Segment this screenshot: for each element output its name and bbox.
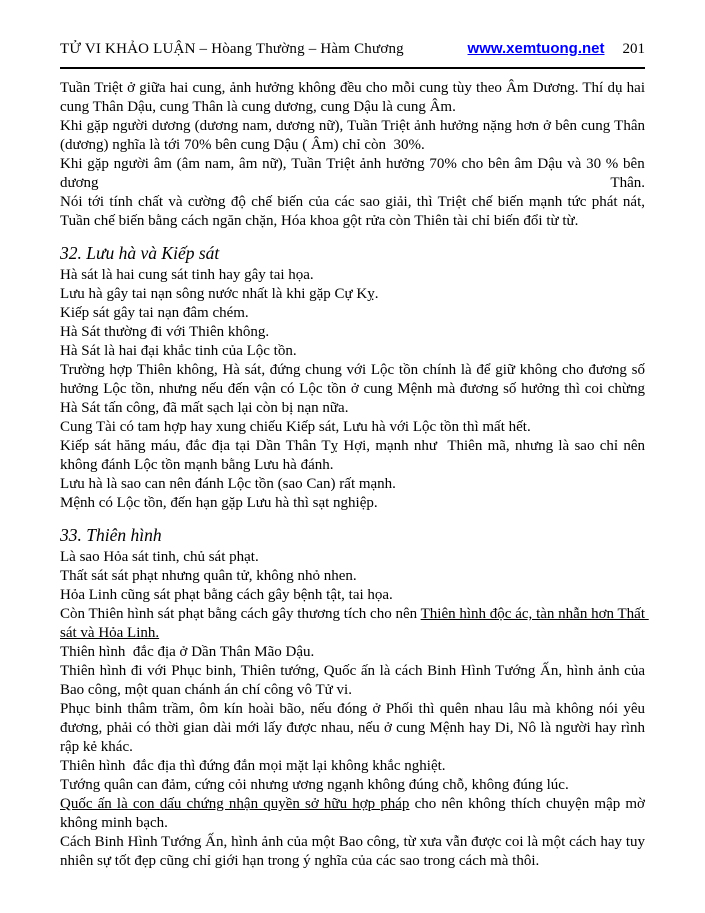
book-title: TỬ VI KHẢO LUẬN – Hòang Thường – Hàm Chương	[60, 41, 404, 57]
paragraph: Còn Thiên hình sát phạt bằng cách gây thương tích cho nên Thiên hình độc ác, tàn nhẫn hơn Thất sát và Hỏa Linh.	[60, 606, 649, 641]
paragraph: Thiên hình đi với Phục binh, Thiên tướng, Quốc ấn là cách Binh Hình Tướng Ấn, hình ảnh của Bao công, một quan chánh án chí công vô Tử vi.	[60, 663, 649, 698]
section-heading: 32. Lưu hà và Kiếp sát	[60, 243, 220, 263]
paragraph: Hà Sát thường đi với Thiên không.	[60, 324, 270, 340]
header-right-group	[468, 40, 645, 58]
paragraph: Hà sát là hai cung sát tinh hay gây tai họa.	[60, 267, 314, 283]
paragraph: Lưu hà là sao can nên đánh Lộc tồn (sao Can) rất mạnh.	[60, 476, 396, 492]
page-header	[0, 0, 705, 58]
paragraph	[60, 155, 645, 193]
section-heading: 33. Thiên hình	[60, 525, 162, 545]
paragraph: Phục binh thâm trầm, ôm kín hoài bão, nếu đóng ở Phối thì quên nhau lâu mà không nói yêu đương, phải có thời gian dài mới lấy được nhau, nếu ở cung Mệnh hay Di, Nô là người hay rình rập kẻ khác.	[60, 701, 649, 755]
paragraph: Hỏa Linh cũng sát phạt bằng cách gây bệnh tật, tai họa.	[60, 587, 393, 603]
website-link[interactable]: www.xemtuong.net	[467, 40, 605, 57]
paragraph: Trường hợp Thiên không, Hà sát, đứng chung với Lộc tồn chính là để giữ không cho đương số hưởng Lộc tồn, nhưng nếu đến vận có Lộc tồn ở cung Mệnh mà đương số hưởng thì coi chừng Hà Sát tấn công, đã mất sạch lại còn bị nạn nữa.	[60, 362, 649, 416]
paragraph: Thiên hình đắc địa ở Dần Thân Mão Dậu.	[60, 644, 315, 660]
paragraph: Tướng quân can đảm, cứng cỏi nhưng ương ngạnh không đúng chỗ, không đúng lúc.	[60, 777, 569, 793]
paragraph: Nói tới tính chất và cường độ chế biến của các sao giải, thì Triệt chế biến mạnh tức phát nát, Tuần chế biến bằng cách ngăn chặn, Hóa khoa gột rửa còn Thiên tài chỉ biến đổi từ từ.	[60, 194, 649, 229]
paragraph: Lưu hà gây tai nạn sông nước nhất là khi gặp Cự Kỵ.	[60, 286, 379, 302]
paragraph: Thất sát sát phạt nhưng quân tử, không nhỏ nhen.	[60, 568, 357, 584]
document-body	[0, 69, 705, 871]
paragraph: Thiên hình đắc địa thì đứng đắn mọi mặt lại không khắc nghiệt.	[60, 758, 446, 774]
paragraph: Là sao Hỏa sát tinh, chủ sát phạt.	[60, 549, 259, 565]
paragraph: Kiếp sát gây tai nạn đâm chém.	[60, 305, 249, 321]
paragraph: Quốc ấn là con dấu chứng nhận quyền sở hữu hợp pháp cho nên không thích chuyện mập mờ không minh bạch.	[60, 796, 649, 831]
paragraph: Mệnh có Lộc tồn, đến hạn gặp Lưu hà thì sạt nghiệp.	[60, 495, 378, 511]
paragraph: Cung Tài có tam hợp hay xung chiếu Kiếp sát, Lưu hà với Lộc tồn thì mất hết.	[60, 419, 531, 435]
paragraph: Khi gặp người dương (dương nam, dương nữ), Tuần Triệt ảnh hưởng nặng hơn ở bên cung Thân (dương) nghĩa là tới 70% bên cung Dậu ( Âm) chỉ còn 30%.	[60, 118, 649, 153]
page-number: 201	[622, 41, 645, 57]
paragraph: Tuần Triệt ở giữa hai cung, ảnh hưởng không đều cho mỗi cung tùy theo Âm Dương. Thí dụ hai cung Thân Dậu, cung Thân là cung dương, cung Dậu là cung Âm.	[60, 80, 649, 115]
justified-line: Khi gặp người âm (âm nam, âm nữ), Tuần Triệt ảnh hưởng 70% cho bên âm Dậu và 30 % bên	[60, 156, 645, 172]
justified-line: dương Thân.	[60, 175, 645, 191]
paragraph: Cách Binh Hình Tướng Ấn, hình ảnh của một Bao công, từ xưa vẫn được coi là một cách hay tuy nhiên sự tốt đẹp cũng chỉ giới hạn trong ý nghĩa của các sao trong cách mà thôi.	[60, 834, 649, 869]
paragraph: Hà Sát là hai đại khắc tinh của Lộc tồn.	[60, 343, 297, 359]
paragraph: Kiếp sát hăng máu, đắc địa tại Dần Thân Tỵ Hợi, mạnh như Thiên mã, nhưng là sao chỉ nên không đánh Lộc tồn mạnh bằng Lưu hà đánh.	[60, 438, 649, 473]
